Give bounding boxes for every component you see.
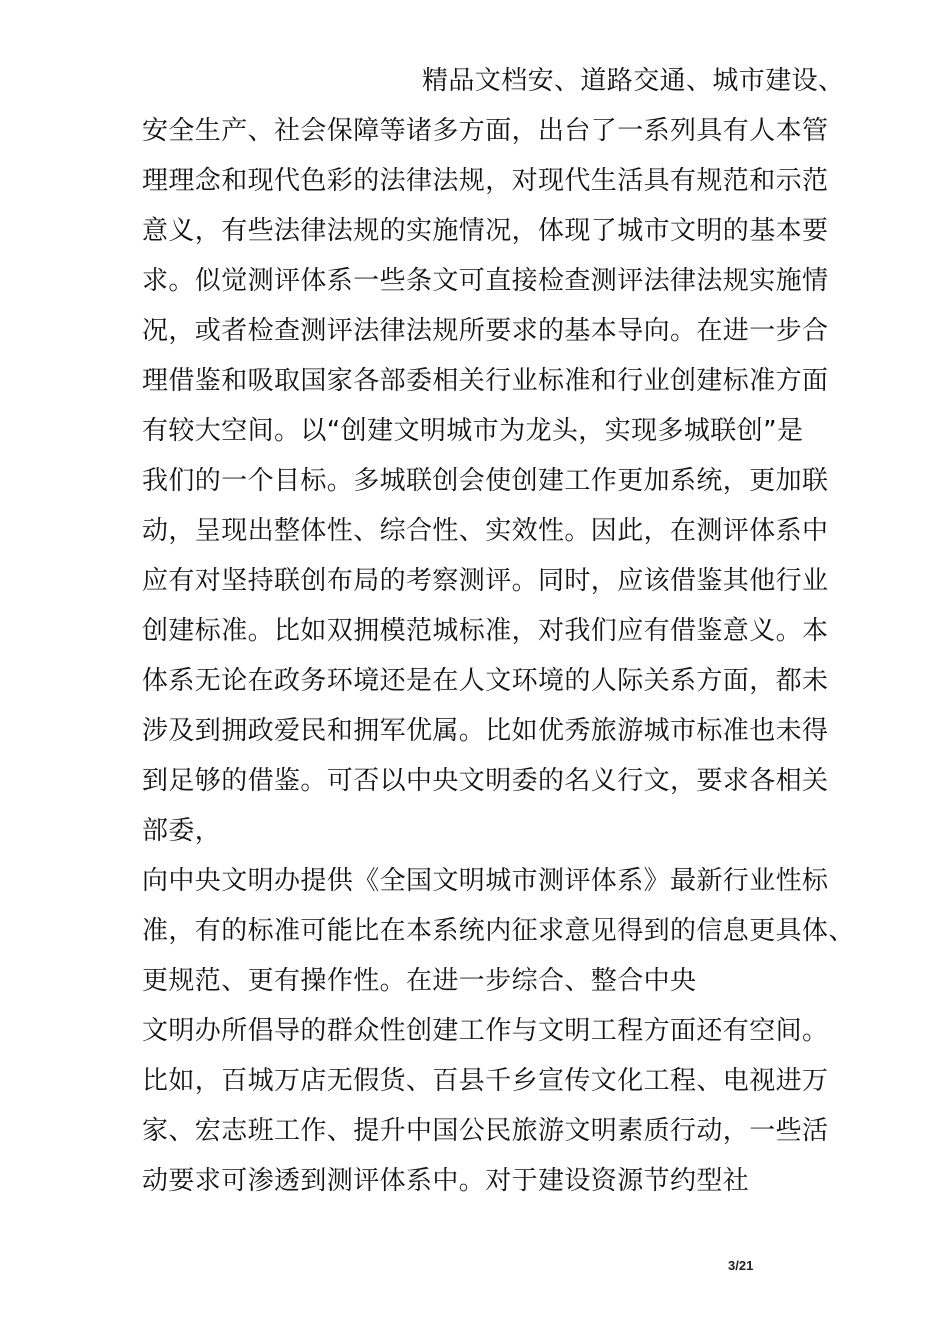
text-line-15: 到足够的借鉴。可否以中央文明委的名义行文，要求各相关 [142, 766, 829, 796]
text-line-3: 理理念和现代色彩的法律法规，对现代生活具有规范和示范 [142, 166, 829, 196]
text-line-4: 意义，有些法律法规的实施情况，体现了城市文明的基本要 [142, 216, 829, 246]
text-line-19: 更规范、更有操作性。在进一步综合、整合中央 [142, 966, 697, 996]
text-line-21: 比如，百城万店无假货、百县千乡宣传文化工程、电视进万 [142, 1066, 829, 1096]
text-line-9: 我们的一个目标。多城联创会使创建工作更加系统，更加联 [142, 466, 829, 496]
text-line-5: 求。似觉测评体系一些条文可直接检查测评法律法规实施情 [142, 266, 829, 296]
text-line-2: 安全生产、社会保障等诸多方面，出台了一系列具有人本管 [142, 116, 829, 146]
text-line-22: 家、宏志班工作、提升中国公民旅游文明素质行动，一些活 [142, 1116, 829, 1146]
page-number: 3/21 [728, 1258, 754, 1273]
text-line-17: 向中央文明办提供《全国文明城市测评体系》最新行业性标 [142, 866, 829, 896]
text-line-1: 精品文档安、道路交通、城市建设、 [422, 66, 845, 96]
text-line-12: 创建标准。比如双拥模范城标准，对我们应有借鉴意义。本 [142, 616, 829, 646]
text-line-13: 体系无论在政务环境还是在人文环境的人际关系方面，都未 [142, 666, 829, 696]
text-line-11: 应有对坚持联创布局的考察测评。同时，应该借鉴其他行业 [142, 566, 829, 596]
text-line-14: 涉及到拥政爱民和拥军优属。比如优秀旅游城市标准也未得 [142, 716, 829, 746]
text-line-10: 动，呈现出整体性、综合性、实效性。因此，在测评体系中 [142, 516, 829, 546]
text-line-20: 文明办所倡导的群众性创建工作与文明工程方面还有空间。 [142, 1016, 829, 1046]
text-line-16: 部委， [142, 816, 222, 846]
text-line-7: 理借鉴和吸取国家各部委相关行业标准和行业创建标准方面 [142, 366, 829, 396]
text-line-6: 况，或者检查测评法律法规所要求的基本导向。在进一步合 [142, 316, 829, 346]
text-line-18: 准，有的标准可能比在本系统内征求意见得到的信息更具体、 [142, 916, 855, 946]
text-line-23: 动要求可渗透到测评体系中。对于建设资源节约型社 [142, 1166, 750, 1196]
text-line-8: 有较大空间。以“创建文明城市为龙头，实现多城联创”是 [142, 416, 804, 446]
